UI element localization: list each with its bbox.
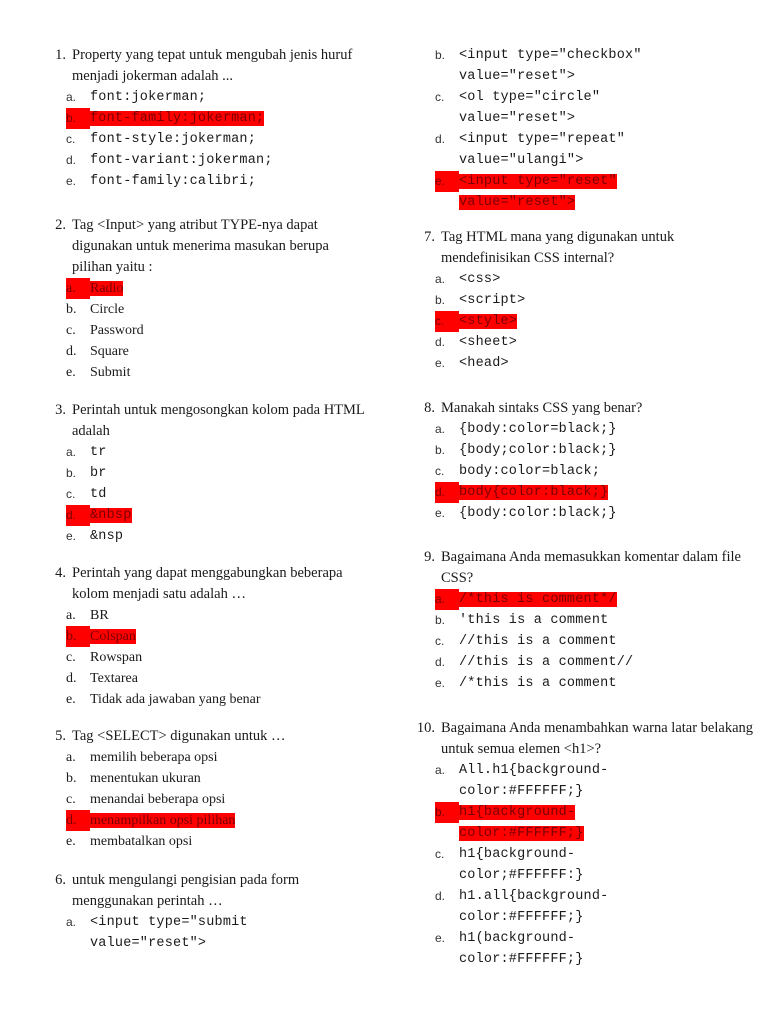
question-number: 4. (55, 565, 66, 581)
option-text: font-style:jokerman; (90, 132, 257, 147)
option-text: 'this is a comment (459, 613, 609, 628)
option-letter: d. (66, 810, 90, 831)
question-8 (411, 398, 756, 524)
option-letter: c. (66, 132, 76, 146)
option-list (411, 269, 756, 374)
question-stem (42, 563, 372, 605)
option-text: /*this is a comment (459, 676, 617, 691)
option-text: Square (90, 344, 129, 359)
correct-answer-option (435, 802, 756, 844)
option-letter: a. (66, 608, 76, 623)
option-letter: d. (66, 505, 90, 526)
answer-option (66, 299, 372, 320)
correct-answer-option (66, 108, 372, 129)
option-text: <ol type="circle" value="reset"> (459, 90, 601, 126)
option-text: menandai beberapa opsi (90, 792, 226, 807)
answer-option (435, 652, 756, 673)
option-letter: d. (66, 153, 77, 167)
answer-option (435, 353, 756, 374)
answer-option (435, 610, 756, 631)
question-number: 2. (55, 217, 66, 233)
option-text: <script> (459, 293, 526, 308)
option-letter: a. (66, 90, 77, 104)
question-number: 10. (416, 720, 435, 736)
correct-answer-option (66, 810, 372, 831)
option-text: Radio (90, 281, 124, 296)
option-letter: c. (66, 650, 76, 665)
option-letter: a. (66, 750, 76, 765)
question-number: 6. (55, 872, 66, 888)
answer-option (435, 332, 756, 353)
question-stem (42, 215, 372, 278)
option-letter: e. (66, 174, 77, 188)
option-text: menentukan ukuran (90, 771, 201, 786)
correct-answer-option (435, 311, 756, 332)
option-letter: c. (435, 311, 459, 332)
option-text: <css> (459, 272, 501, 287)
answer-option (66, 442, 372, 463)
question-number: 7. (424, 229, 435, 245)
option-text: menampilkan opsi pilihan (90, 813, 236, 828)
question-4 (42, 563, 372, 710)
question-text: Perintah yang dapat menggabungkan beberapa kolom menjadi satu adalah … (72, 565, 343, 602)
option-list (411, 589, 756, 694)
option-letter: b. (435, 613, 446, 627)
option-letter: e. (435, 931, 446, 945)
option-text: Submit (90, 365, 131, 380)
option-text: Colspan (90, 629, 136, 644)
option-text: body{color:black;} (459, 485, 609, 500)
question-5 (42, 726, 372, 852)
option-text: //this is a comment (459, 634, 617, 649)
option-text: /*this is comment*/ (459, 592, 617, 607)
answer-option (66, 789, 372, 810)
option-letter: d. (435, 482, 459, 503)
correct-answer-option (435, 171, 756, 213)
answer-option (435, 631, 756, 652)
question-text: Manakah sintaks CSS yang benar? (441, 400, 643, 416)
correct-answer-option (435, 589, 756, 610)
question-text: Tag HTML mana yang digunakan untuk mendefinisikan CSS internal? (441, 229, 675, 266)
answer-option (435, 760, 756, 802)
option-list (42, 912, 372, 954)
question-stem (411, 398, 756, 419)
option-letter: b. (435, 293, 446, 307)
question-text: untuk mengulangi pengisian pada form menggunakan perintah … (72, 872, 300, 909)
option-letter: a. (66, 278, 90, 299)
option-text: h1(background- color:#FFFFFF;} (459, 931, 584, 967)
question-stem (411, 718, 756, 760)
answer-option (66, 668, 372, 689)
option-text: tr (90, 445, 107, 460)
option-text: {body:color:black;} (459, 506, 617, 521)
option-letter: e. (66, 692, 76, 707)
answer-option (435, 844, 756, 886)
option-letter: c. (435, 90, 445, 104)
option-letter: a. (435, 589, 459, 610)
option-letter: c. (66, 487, 76, 501)
option-letter: b. (66, 466, 77, 480)
answer-option (66, 526, 372, 547)
option-text: //this is a comment// (459, 655, 634, 670)
answer-option (435, 269, 756, 290)
option-list (42, 605, 372, 710)
answer-option (435, 290, 756, 311)
question-number: 1. (55, 47, 66, 63)
question-1 (42, 45, 372, 192)
option-text: font-variant:jokerman; (90, 153, 273, 168)
question-2 (42, 215, 372, 383)
option-letter: a. (435, 763, 446, 777)
option-list (42, 747, 372, 852)
answer-option (66, 87, 372, 108)
option-list (42, 442, 372, 547)
question-10 (411, 718, 756, 970)
answer-option (435, 886, 756, 928)
option-list (42, 87, 372, 192)
option-letter: d. (435, 335, 446, 349)
answer-option (66, 912, 372, 954)
option-letter: a. (435, 422, 446, 436)
answer-option (66, 747, 372, 768)
option-letter: e. (435, 356, 446, 370)
option-letter: d. (66, 344, 77, 359)
option-letter: a. (66, 915, 77, 929)
option-letter: b. (66, 108, 90, 129)
option-letter: b. (435, 48, 446, 62)
option-text: &nbsp (90, 508, 132, 523)
option-letter: b. (435, 802, 459, 823)
answer-option (435, 461, 756, 482)
correct-answer-option (435, 482, 756, 503)
question-stem (42, 400, 372, 442)
option-letter: c. (66, 323, 76, 338)
option-text: font-family:calibri; (90, 174, 257, 189)
option-letter: a. (66, 445, 77, 459)
answer-option (66, 320, 372, 341)
option-letter: e. (435, 676, 446, 690)
option-text: <style> (459, 314, 518, 329)
option-text: <head> (459, 356, 509, 371)
question-3 (42, 400, 372, 547)
answer-option (66, 341, 372, 362)
option-letter: d. (435, 889, 446, 903)
option-letter: e. (435, 171, 459, 192)
answer-option (435, 419, 756, 440)
option-letter: e. (66, 365, 76, 380)
option-letter: e. (435, 506, 446, 520)
option-text: Circle (90, 302, 125, 317)
option-text: membatalkan opsi (90, 834, 193, 849)
option-text: font-family:jokerman; (90, 111, 265, 126)
question-7 (411, 227, 756, 374)
option-text: h1{background- color:#FFFFFF;} (459, 805, 584, 841)
question-text: Bagaimana Anda memasukkan komentar dalam file CSS? (441, 549, 741, 586)
option-text: <input type="reset" value="reset"> (459, 174, 617, 210)
answer-option (66, 768, 372, 789)
option-letter: c. (435, 464, 445, 478)
option-text: br (90, 466, 107, 481)
option-letter: b. (66, 302, 77, 317)
option-text: font:jokerman; (90, 90, 207, 105)
option-letter: c. (66, 792, 76, 807)
correct-answer-option (66, 505, 372, 526)
question-stem (411, 227, 756, 269)
answer-option (66, 831, 372, 852)
option-text: BR (90, 608, 109, 623)
answer-option (435, 928, 756, 970)
option-text: All.h1{background- color:#FFFFFF;} (459, 763, 609, 799)
option-text: Password (90, 323, 144, 338)
option-text: Rowspan (90, 650, 143, 665)
correct-answer-option (66, 626, 372, 647)
answer-option (435, 440, 756, 461)
option-letter: b. (66, 771, 77, 786)
option-letter: c. (435, 634, 445, 648)
question-stem (411, 547, 756, 589)
question-text: Tag <SELECT> digunakan untuk … (72, 728, 286, 744)
question-9 (411, 547, 756, 694)
option-letter: a. (435, 272, 446, 286)
option-text: memilih beberapa opsi (90, 750, 218, 765)
option-text: body:color=black; (459, 464, 601, 479)
option-letter: e. (66, 834, 76, 849)
question-stem (42, 45, 372, 87)
question-number: 8. (424, 400, 435, 416)
option-text: Tidak ada jawaban yang benar (90, 692, 261, 707)
option-letter: d. (66, 671, 77, 686)
question-number: 5. (55, 728, 66, 744)
answer-option (435, 673, 756, 694)
option-letter: d. (435, 655, 446, 669)
option-list (411, 760, 756, 970)
answer-option (435, 45, 756, 87)
question-6-continued (411, 45, 756, 213)
option-letter: b. (435, 443, 446, 457)
question-number: 9. (424, 549, 435, 565)
option-text: <input type="repeat" value="ulangi"> (459, 132, 626, 168)
question-text: Tag <Input> yang atribut TYPE-nya dapat digunakan untuk menerima masukan berupa pilihan yaitu : (72, 217, 329, 275)
answer-option (435, 129, 756, 171)
option-text: td (90, 487, 107, 502)
answer-option (66, 463, 372, 484)
answer-option (66, 484, 372, 505)
question-stem (42, 870, 372, 912)
answer-option (66, 150, 372, 171)
option-text: <input type="checkbox" value="reset"> (459, 48, 642, 84)
option-text: <sheet> (459, 335, 518, 350)
option-letter: e. (66, 529, 77, 543)
answer-option (435, 87, 756, 129)
question-number: 3. (55, 402, 66, 418)
answer-option (66, 689, 372, 710)
question-text: Perintah untuk mengosongkan kolom pada HTML adalah (72, 402, 365, 439)
option-list (42, 278, 372, 383)
question-text: Property yang tepat untuk mengubah jenis huruf menjadi jokerman adalah ... (72, 47, 353, 84)
option-list (411, 45, 756, 213)
question-text: Bagaimana Anda menambahkan warna latar belakang untuk semua elemen <h1>? (441, 720, 754, 757)
option-text: &nsp (90, 529, 124, 544)
option-text: {body:color=black;} (459, 422, 617, 437)
answer-option (66, 605, 372, 626)
question-6 (42, 870, 372, 954)
answer-option (66, 647, 372, 668)
option-text: h1{background- color;#FFFFFF:} (459, 847, 584, 883)
option-text: {body;color:black;} (459, 443, 617, 458)
option-list (411, 419, 756, 524)
question-stem (42, 726, 372, 747)
answer-option (435, 503, 756, 524)
answer-option (66, 129, 372, 150)
option-letter: c. (435, 847, 445, 861)
correct-answer-option (66, 278, 372, 299)
option-text: Textarea (90, 671, 138, 686)
answer-option (66, 362, 372, 383)
answer-option (66, 171, 372, 192)
option-letter: d. (435, 132, 446, 146)
option-text: h1.all{background- color:#FFFFFF;} (459, 889, 609, 925)
option-text: <input type="submit value="reset"> (90, 915, 248, 951)
option-letter: b. (66, 626, 90, 647)
